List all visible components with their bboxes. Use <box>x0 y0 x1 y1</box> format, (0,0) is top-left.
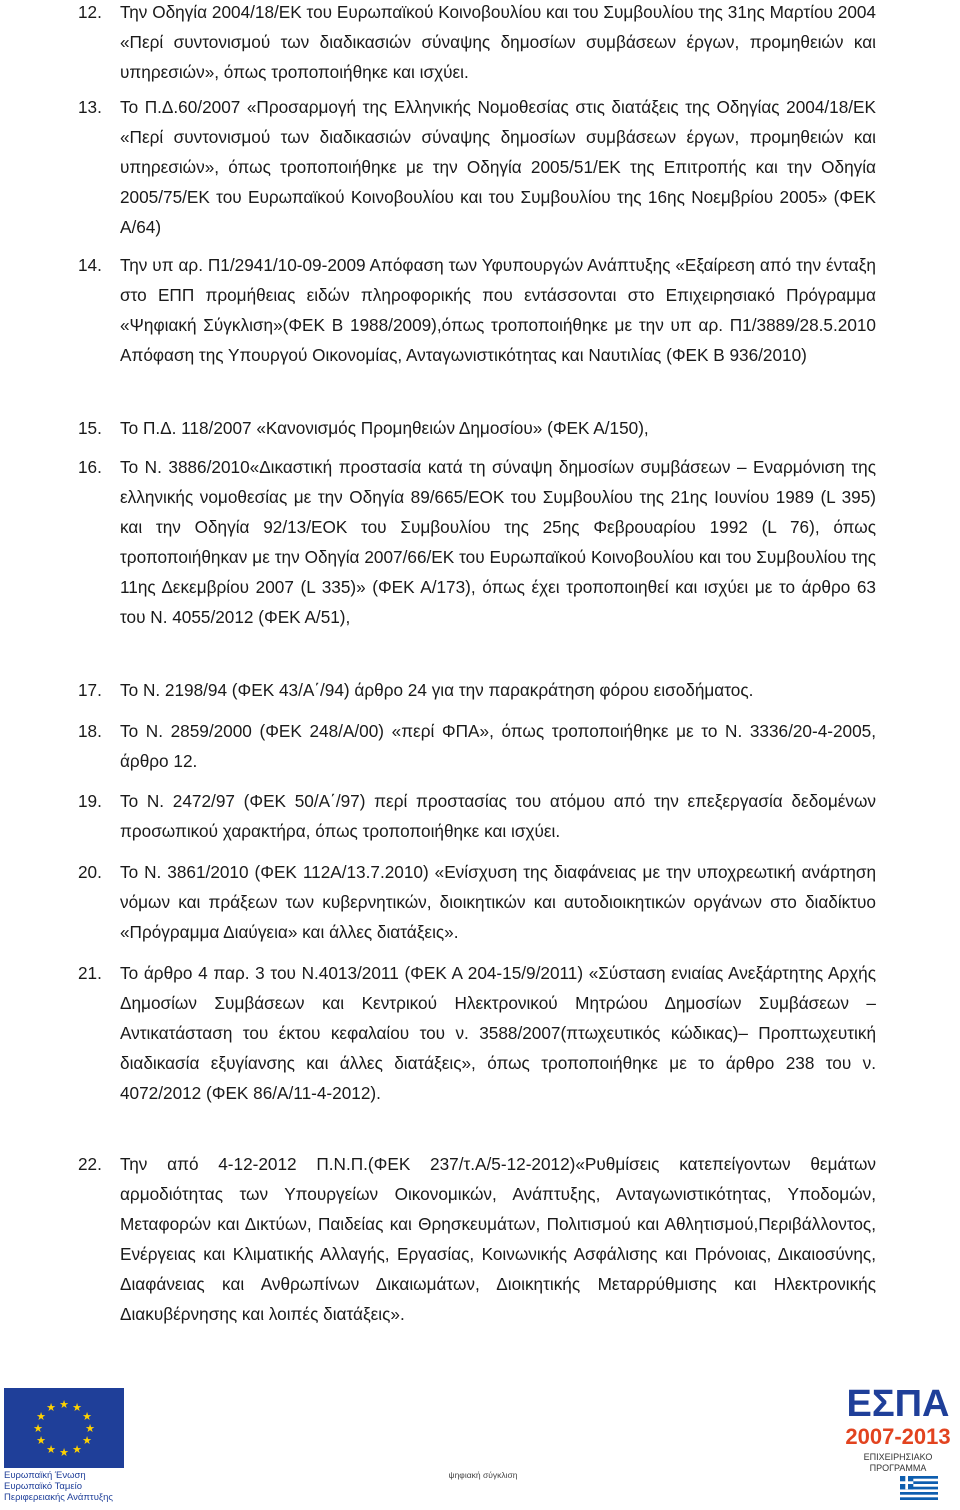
item-text: Την Οδηγία 2004/18/ΕΚ του Ευρωπαϊκού Κοινοβουλίου και του Συμβουλίου της 31ης Μαρτίου 2004 «Περί συντονισμού των διαδικασιών σύναψης δημοσίων συμβάσεων έργων, προμηθειών και υπηρεσιών», όπως τροποποιήθηκε και ισχύει. <box>120 2 876 82</box>
list-item <box>78 0 876 87</box>
espa-wordmark: ΕΣΠΑ <box>846 1383 950 1425</box>
item-number: 15. <box>78 418 102 438</box>
list-item <box>78 92 876 242</box>
svg-text:★: ★ <box>72 1401 82 1414</box>
footer-logos <box>0 1372 960 1510</box>
item-number: 16. <box>78 457 102 477</box>
list-item <box>78 250 876 370</box>
eu-caption: Ευρωπαϊκή Ένωση Ευρωπαϊκό Ταμείο Περιφερειακής Ανάπτυξης <box>4 1470 113 1503</box>
list-item <box>78 958 876 1108</box>
svg-text:★: ★ <box>82 1410 92 1423</box>
item-text: Το Ν. 3886/2010«Δικαστική προστασία κατά τη σύναψη δημοσίων συμβάσεων – Εναρμόνιση της ελληνικής νομοθεσίας με την Οδηγία 89/665/ΕΟΚ του Συμβουλίου της 21ης Ιουνίου 1989 (L 395) και την Οδηγία 92/13/ΕΟΚ του Συμβουλίου της 25ης Φεβρουαρίου 1992 (L 76), όπως τροποποιήθηκαν με την Οδηγία 2007/66/ΕΚ του Ευρωπαϊκού Κοινοβουλίου και του Συμβουλίου της 11ης Δεκεμβρίου 2007 (L 335)» (ΦΕΚ Α/173), όπως έχει τροποποιηθεί και ισχύει με το άρθρο 63 του Ν. 4055/2012 (ΦΕΚ Α/51), <box>120 457 876 627</box>
espa-years: 2007-2013 <box>845 1424 951 1449</box>
svg-text:★: ★ <box>72 1443 82 1456</box>
item-number: 18. <box>78 721 102 741</box>
espa-logo <box>838 1380 958 1504</box>
item-text: Το Ν. 2198/94 (ΦΕΚ 43/Α΄/94) άρθρο 24 για την παρακράτηση φόρου εισοδήματος. <box>120 680 754 700</box>
eu-flag-icon <box>4 1388 124 1468</box>
svg-text:★: ★ <box>85 1422 95 1435</box>
svg-text:★: ★ <box>36 1434 46 1447</box>
item-number: 22. <box>78 1154 102 1174</box>
list-item <box>78 716 876 776</box>
item-number: 14. <box>78 255 102 275</box>
item-text: Το Ν. 2472/97 (ΦΕΚ 50/Α΄/97) περί προστασίας του ατόμου από την επεξεργασία δεδομένων προσωπικού χαρακτήρα, όπως τροποποιήθηκε και ισχύει. <box>120 791 876 841</box>
item-text: Την υπ αρ. Π1/2941/10-09-2009 Απόφαση των Υφυπουργών Ανάπτυξης «Εξαίρεση από την ένταξη στο ΕΠΠ προμήθειας ειδών πληροφορικής που εντάσσονται στο Επιχειρησιακό Πρόγραμμα «Ψηφιακή Σύγκλιση»(ΦΕΚ Β 1988/2009),όπως τροποποιήθηκε με την υπ αρ. Π1/3889/28.5.2010 Απόφαση της Υπουργού Οικονομίας, Ανταγωνιστικότητας και Ναυτιλίας (ΦΕΚ Β 936/2010) <box>120 255 876 365</box>
svg-text:★: ★ <box>82 1434 92 1447</box>
item-number: 20. <box>78 862 102 882</box>
item-number: 19. <box>78 791 102 811</box>
espa-subtitle: ΕΠΙΧΕΙΡΗΣΙΑΚΟ ΠΡΟΓΡΑΜΜΑ <box>863 1452 933 1473</box>
item-text: Το άρθρο 4 παρ. 3 του Ν.4013/2011 (ΦΕΚ Α 204-15/9/2011) «Σύσταση ενιαίας Ανεξάρτητης Αρχής Δημοσίων Συμβάσεων και Κεντρικού Ηλεκτρονικού Μητρώου Δημοσίων Συμβάσεων – Αντικατάσταση του έκτου κεφαλαίου του ν. 3588/2007(πτωχευτικός κώδικας)– Προπτωχευτική διαδικασία εξυγίανσης και άλλες διατάξεις», όπως τροποποιήθηκε με το άρθρο 238 του ν. 4072/2012 (ΦΕΚ 86/Α/11-4-2012). <box>120 963 876 1103</box>
greek-flag-icon <box>900 1476 938 1500</box>
item-number: 12. <box>78 2 102 22</box>
svg-text:★: ★ <box>46 1443 56 1456</box>
svg-text:★: ★ <box>33 1422 43 1435</box>
item-text: Το Π.Δ. 118/2007 «Κανονισμός Προμηθειών Δημοσίου» (ΦΕΚ Α/150), <box>120 418 649 438</box>
list-item <box>78 413 876 443</box>
list-item <box>78 452 876 632</box>
svg-text:★: ★ <box>46 1401 56 1414</box>
digital-convergence-logo <box>418 1470 548 1506</box>
item-number: 21. <box>78 963 102 983</box>
svg-text:★: ★ <box>59 1398 69 1411</box>
item-text: Το Ν. 2859/2000 (ΦΕΚ 248/Α/00) «περί ΦΠΑ», όπως τροποποιήθηκε με το Ν. 3336/20-4-2005, άρθρο 12. <box>120 721 876 771</box>
item-number: 13. <box>78 97 102 117</box>
svg-text:★: ★ <box>36 1410 46 1423</box>
list-item <box>78 1149 876 1329</box>
list-item <box>78 857 876 947</box>
item-text: Το Ν. 3861/2010 (ΦΕΚ 112Α/13.7.2010) «Ενίσχυση της διαφάνειας με την υποχρεωτική ανάρτηση νόμων και πράξεων των κυβερνητικών, διοικητικών και αυτοδιοικητικών οργάνων στο διαδίκτυο «Πρόγραμμα Διαύγεια» και άλλες διατάξεις». <box>120 862 876 942</box>
item-number: 17. <box>78 680 102 700</box>
list-item <box>78 786 876 846</box>
item-text: Το Π.Δ.60/2007 «Προσαρμογή της Ελληνικής Νομοθεσίας στις διατάξεις της Οδηγίας 2004/18/ΕΚ «Περί συντονισμού των διαδικασιών σύναψης δημοσίων συμβάσεων έργων, προμηθειών και υπηρεσιών», όπως τροποποιήθηκε με την Οδηγία 2005/51/ΕΚ της Επιτροπής και την Οδηγία 2005/75/ΕΚ του Ευρωπαϊκού Κοινοβουλίου και του Συμβουλίου της 16ης Νοεμβρίου 2005» (ΦΕΚ Α/64) <box>120 97 876 237</box>
svg-text:★: ★ <box>59 1446 69 1459</box>
item-text: Την από 4-12-2012 Π.Ν.Π.(ΦΕΚ 237/τ.Α/5-12-2012)«Ρυθμίσεις κατεπείγοντων θεμάτων αρμοδιότητας των Υπουργείων Οικονομικών, Ανάπτυξης, Ανταγωνιστικότητας, Υποδομών, Μεταφορών και Δικτύων, Παιδείας και Θρησκευμάτων, Πολιτισμού και Αθλητισμού,Περιβάλλοντος, Ενέργειας και Κλιματικής Αλλαγής, Εργασίας, Κοινωνικής Ασφάλισης και Πρόνοιας, Δικαιοσύνης, Διαφάνειας και Ανθρωπίνων Δικαιωμάτων, Διοικητικής Μεταρρύθμισης και Ηλεκτρονικής Διακυβέρνησης και λοιπές διατάξεις». <box>120 1154 876 1324</box>
digital-convergence-caption: ψηφιακή σύγκλιση <box>448 1470 518 1480</box>
list-item <box>78 675 876 705</box>
